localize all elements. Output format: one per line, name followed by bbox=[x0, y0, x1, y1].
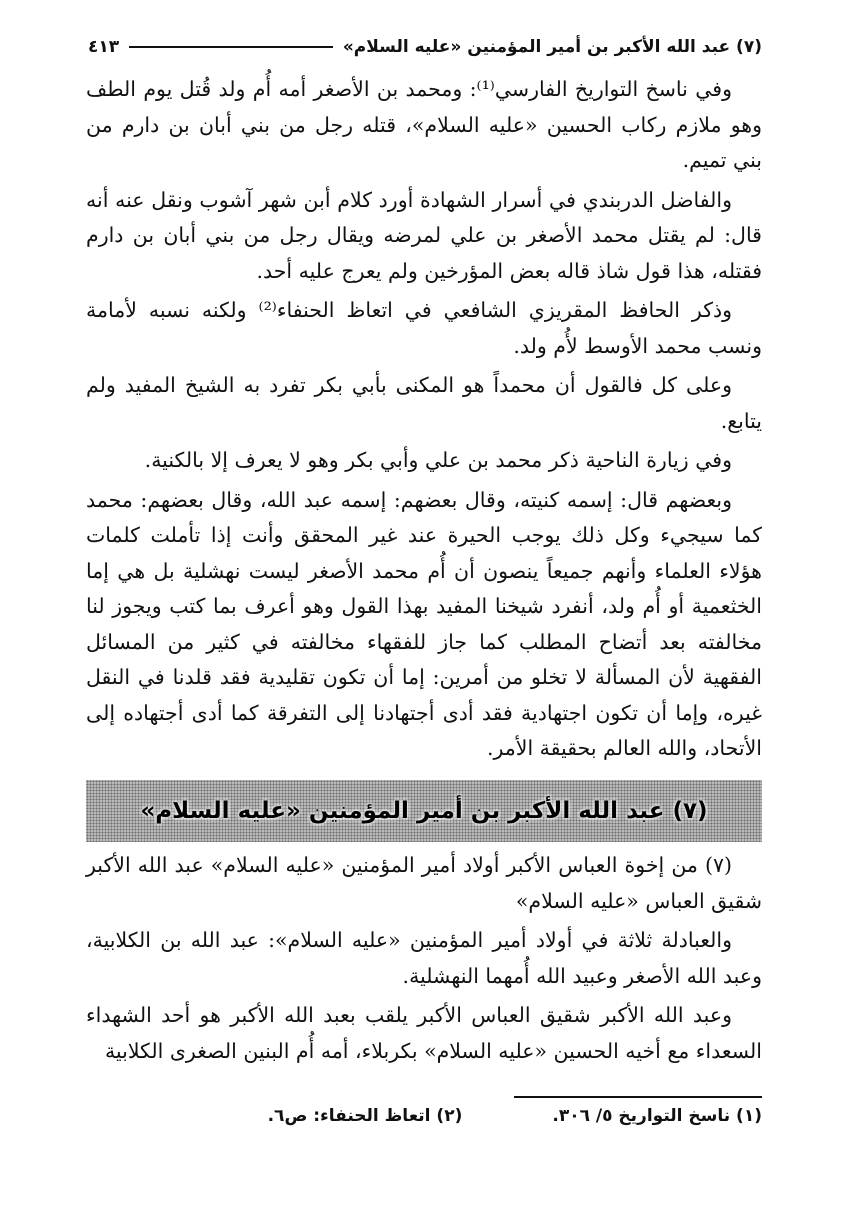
footnote-1: (١) ناسخ التواريخ ٥/ ٣٠٦. bbox=[552, 1106, 762, 1126]
section-text bbox=[86, 848, 762, 1073]
paragraph: وبعضهم قال: إسمه كنيته، وقال بعضهم: إسمه عبد الله، وقال بعضهم: محمد كما سيجيء وكل ذلك يوجب الحيرة عند غير المحقق وأنت إذا تأملت كلمات هؤلاء العلماء وأنهم جميعاً ينصون أن أُم محمد الأصغر ليست نهشلية بل هي إما الخثعمية أو أُم ولد، أنفرد شيخنا المفيد بهذا القول وهو أعرف بما كتب ويجوز لنا مخالفته بعد أتضاح المطلب كما جاز للفقهاء مخالفته في كثير من المسائل الفقهية لأن المسألة لا تخلو من أمرين: إما أن تكون تقليدية فقد قلدنا في النقل غيره، وإما أن تكون اجتهادية فقد أدى أجتهادنا إلى التفرقة كما أدى أجتهاده إلى الأتحاد، والله العالم بحقيقة الأمر. bbox=[86, 487, 762, 760]
paragraph: (٧) من إخوة العباس الأكبر أولاد أمير المؤمنين «عليه السلام» عبد الله الأكبر شقيق العباس «عليه السلام» bbox=[86, 853, 762, 913]
header-rule bbox=[129, 46, 333, 48]
header-title: (٧) عبد الله الأكبر بن أمير المؤمنين «عليه السلام» bbox=[342, 37, 762, 57]
paragraph: وذكر الحافظ المقريزي الشافعي في اتعاظ الحنفاء⁽²⁾ ولكنه نسبه لأمامة ونسب محمد الأوسط لأُم ولد. bbox=[86, 298, 762, 358]
main-text bbox=[86, 72, 762, 771]
paragraph: والفاضل الدربندي في أسرار الشهادة أورد كلام أبن شهر آشوب ونقل عنه أنه قال: لم يقتل محمد الأصغر بن علي لمرضه ويقال رجل من بني أبان بن دارم فقتله، هذا قول شاذ قاله بعض المؤرخين ولم يعرج عليه أحد. bbox=[86, 187, 762, 283]
section-heading-box bbox=[86, 780, 762, 842]
running-header bbox=[88, 30, 762, 64]
paragraph: وعبد الله الأكبر شقيق العباس الأكبر يلقب بعبد الله الأكبر هو أحد الشهداء السعداء مع أخيه الحسين «عليه السلام» بكربلاء، أمه أُم البنين الصغرى الكلابية bbox=[86, 1003, 762, 1063]
paragraph: وعلى كل فالقول أن محمداً هو المكنى بأبي بكر تفرد به الشيخ المفيد ولم يتابع. bbox=[86, 373, 762, 433]
paragraph: وفي ناسخ التواريخ الفارسي⁽¹⁾: ومحمد بن الأصغر أمه أُم ولد قُتل يوم الطف وهو ملازم ركاب الحسين «عليه السلام»، قتله رجل من بني أبان بن دارم من بني تميم. bbox=[86, 77, 762, 172]
footnote-divider bbox=[514, 1096, 762, 1098]
footnotes bbox=[86, 1106, 762, 1126]
footnote-2: (٢) اتعاظ الحنفاء: ص٦. bbox=[267, 1106, 463, 1126]
paragraph: والعبادلة ثلاثة في أولاد أمير المؤمنين «عليه السلام»: عبد الله بن الكلابية، وعبد الله الأصغر وعبيد الله أُمهما النهشلية. bbox=[86, 928, 762, 988]
section-heading: (٧) عبد الله الأكبر بن أمير المؤمنين «عليه السلام» bbox=[140, 798, 708, 824]
page-number: ٤١٣ bbox=[88, 37, 120, 57]
paragraph: وفي زيارة الناحية ذكر محمد بن علي وأبي بكر وهو لا يعرف إلا بالكنية. bbox=[144, 448, 732, 472]
